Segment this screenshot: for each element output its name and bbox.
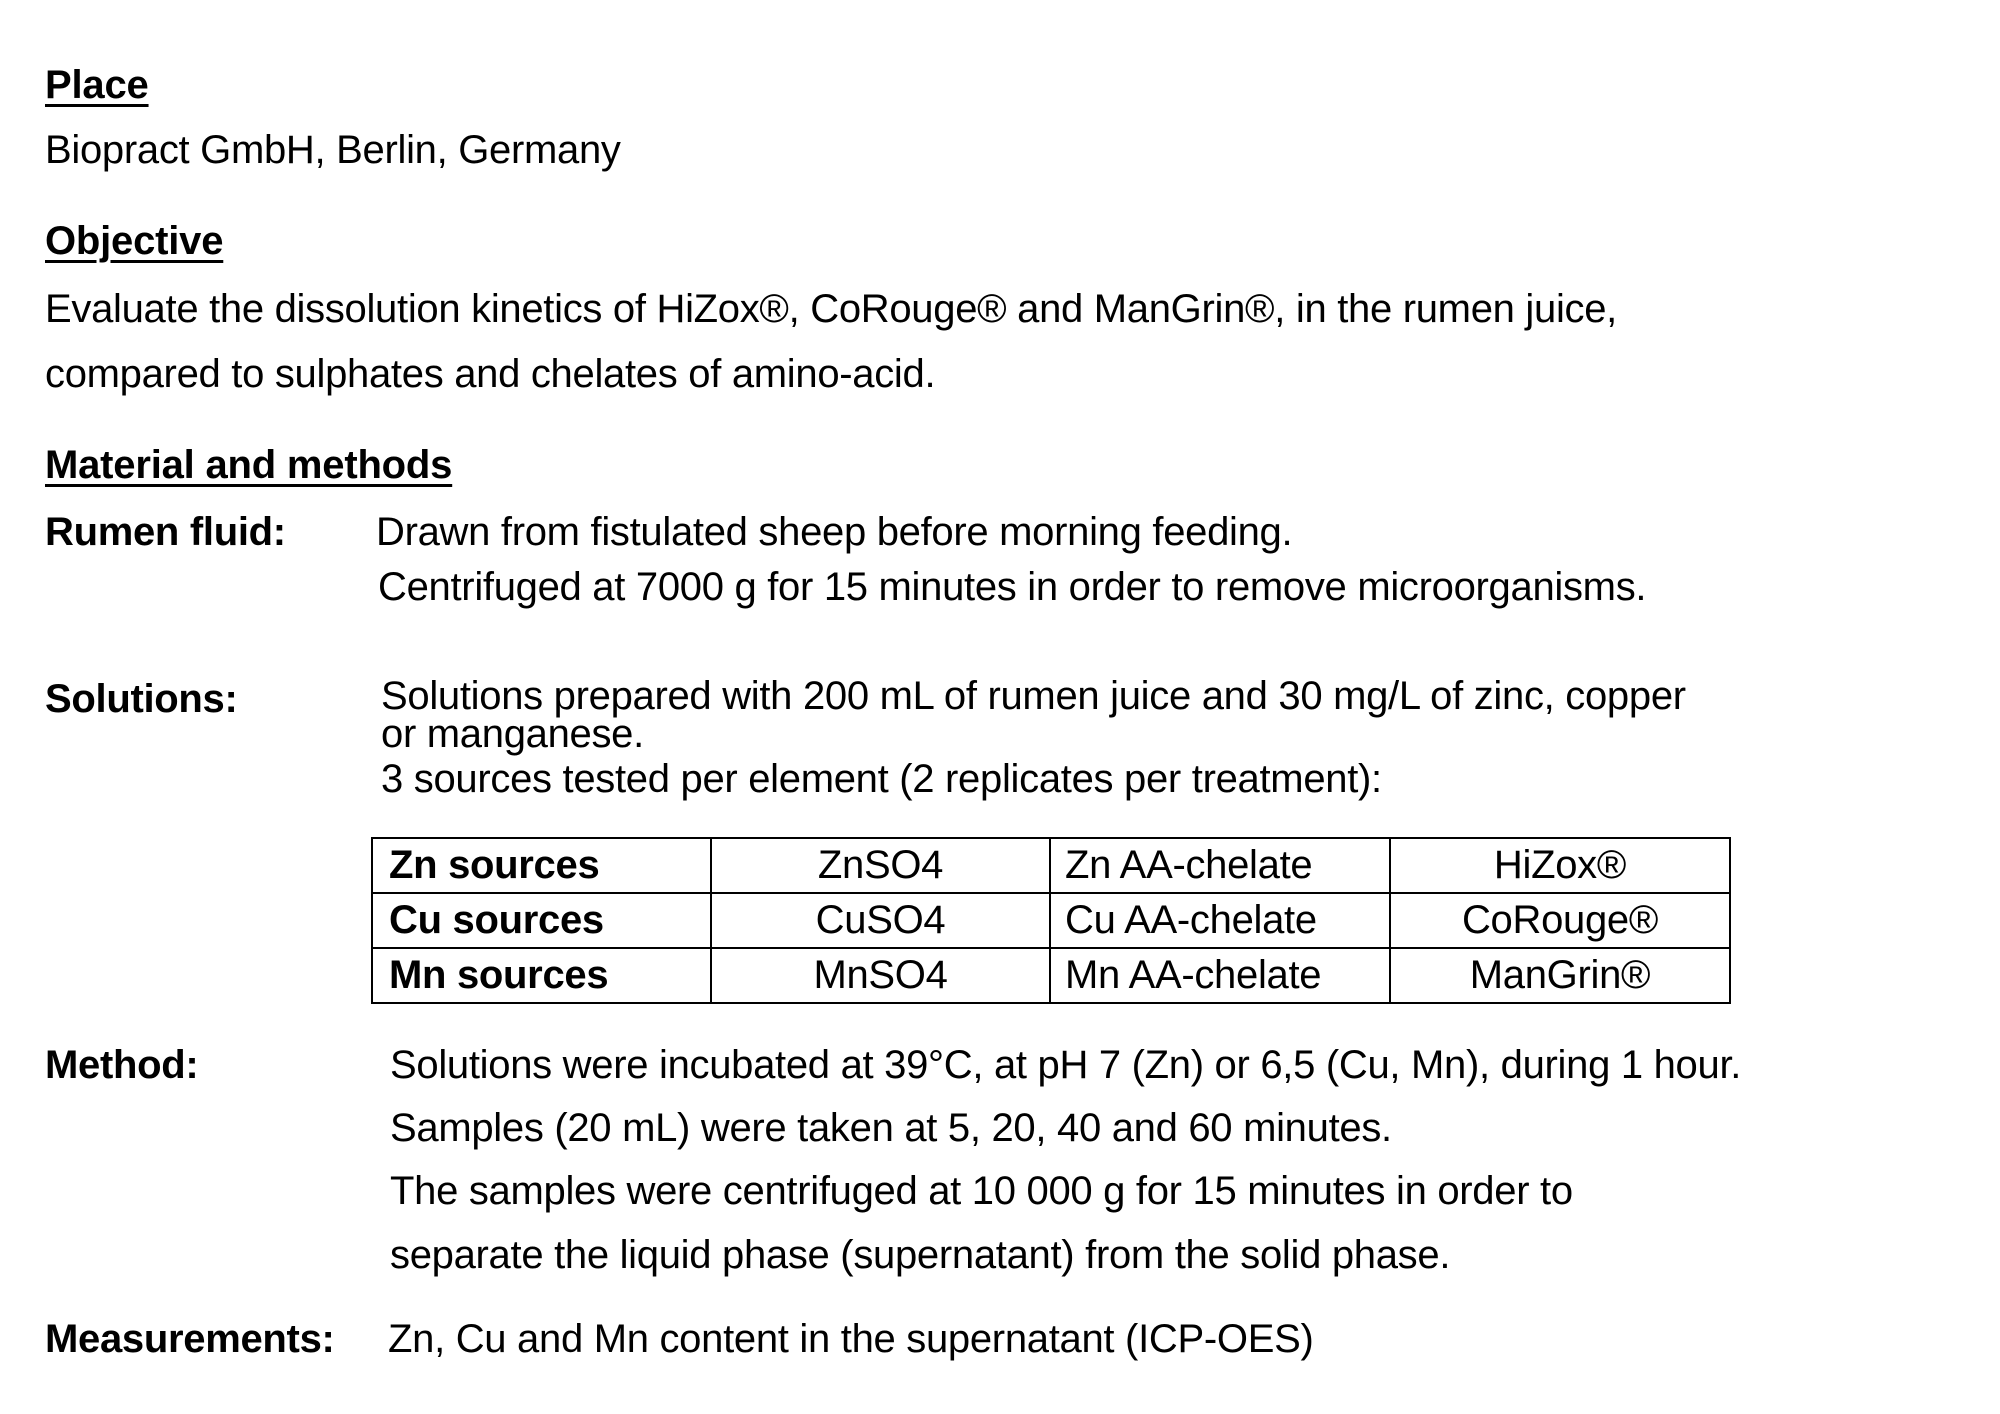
sulphate-cell: MnSO4 [711,948,1050,1003]
place-text: Biopract GmbH, Berlin, Germany [45,128,621,172]
objective-heading: Objective [45,219,224,263]
chelate-cell: Cu AA-chelate [1050,893,1390,948]
table-row-cu [372,893,1730,948]
rumen-fluid-label: Rumen fluid: [45,510,286,554]
sulphate-cell: ZnSO4 [711,838,1050,893]
rumen-fluid-line-2: Centrifuged at 7000 g for 15 minutes in order to remove microorganisms. [378,565,1647,609]
method-label: Method: [45,1043,199,1087]
product-cell: ManGrin® [1390,948,1730,1003]
chelate-cell: Mn AA-chelate [1050,948,1390,1003]
objective-line-2: compared to sulphates and chelates of amino-acid. [45,352,936,396]
solutions-line-2: or manganese. [381,712,644,756]
rumen-fluid-line-1: Drawn from fistulated sheep before morning feeding. [376,510,1293,554]
solutions-line-3: 3 sources tested per element (2 replicates per treatment): [381,757,1382,801]
table-row-zn [372,838,1730,893]
product-cell: CoRouge® [1390,893,1730,948]
product-cell: HiZox® [1390,838,1730,893]
method-line-1: Solutions were incubated at 39°C, at pH 7 (Zn) or 6,5 (Cu, Mn), during 1 hour. [390,1043,1742,1087]
solutions-line-1: Solutions prepared with 200 mL of rumen juice and 30 mg/L of zinc, copper [381,674,1686,718]
solutions-label: Solutions: [45,677,238,721]
chelate-cell: Zn AA-chelate [1050,838,1390,893]
row-label: Mn sources [372,948,711,1003]
method-line-2: Samples (20 mL) were taken at 5, 20, 40 and 60 minutes. [390,1106,1392,1150]
sources-table [371,837,1731,1004]
measurements-text: Zn, Cu and Mn content in the supernatant (ICP-OES) [388,1317,1314,1361]
sulphate-cell: CuSO4 [711,893,1050,948]
methods-heading: Material and methods [45,443,453,487]
objective-line-1: Evaluate the dissolution kinetics of HiZox®, CoRouge® and ManGrin®, in the rumen juice, [45,287,1617,331]
method-line-4: separate the liquid phase (supernatant) from the solid phase. [390,1233,1451,1277]
row-label: Cu sources [372,893,711,948]
place-heading: Place [45,63,149,107]
measurements-label: Measurements: [45,1317,335,1361]
table-row-mn [372,948,1730,1003]
method-line-3: The samples were centrifuged at 10 000 g for 15 minutes in order to [390,1169,1573,1213]
row-label: Zn sources [372,838,711,893]
